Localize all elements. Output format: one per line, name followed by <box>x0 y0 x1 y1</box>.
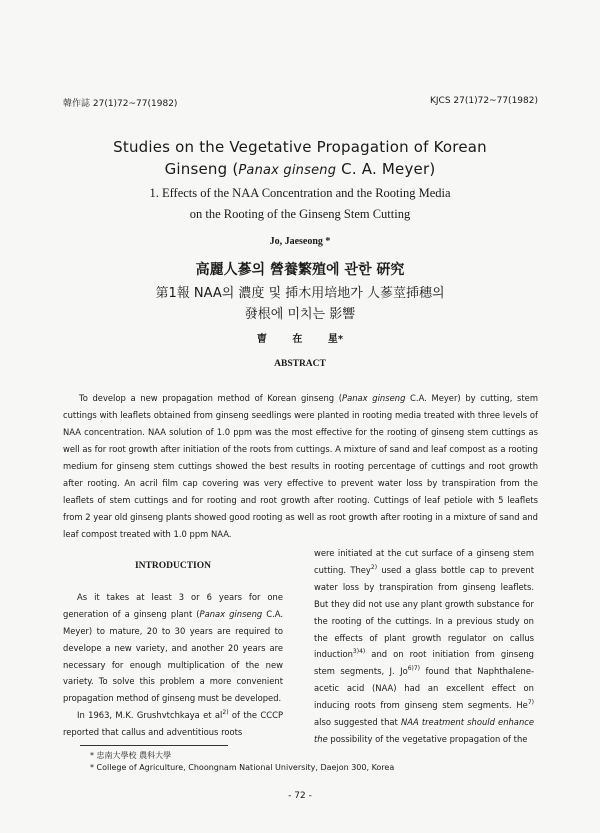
species-name: Panax ginseng <box>238 163 337 178</box>
page-number: - 72 - <box>288 791 312 801</box>
korean-author-name: 曺 在 星* <box>256 334 344 345</box>
footnote-divider <box>80 745 228 746</box>
author-name: Jo, Jaeseong * <box>269 236 331 247</box>
intro-paragraph-2: In 1963, M.K. Grushvtchkaya et $al^{2)}$ of the CCCP reported that callus and adventitious roots <box>63 709 283 738</box>
footnote-korean: * 忠南大學校 農科大學 <box>90 751 172 760</box>
abstract-heading: ABSTRACT <box>274 359 326 369</box>
korean-title-line3: 發根에 미치는 影響 <box>244 307 356 322</box>
paper-title-line1: Studies on the Vegetative Propagation of Korean <box>113 138 487 156</box>
journal-header-left: 韓作誌 27(1)72~77(1982) <box>63 99 178 109</box>
paper-subtitle-line1: 1. Effects of the NAA Concentration and the Rooting Media <box>149 186 451 200</box>
abstract-text: To develop a new propagation method of Korean ginseng (Panax ginseng C.A. Meyer) by cutting, stem cuttings with leaflets obtained from ginseng seedlings were planted in rooting media treated with three levels of NAA concentration. NAA solution of 1.0 ppm was the most effective for the rooting of ginseng stem cuttings as well as for root growth after initiation of the roots from cuttings. A mixture of sand and leaf compost as a rooting medium for ginseng stem cuttings showed the best results in rooting percentage of cuttings and root growth after rooting. An acril film cap covering was very effective to prevent water loss by transpiration from the leaflets of stem cuttings and for rooting and root growth after rooting. Cuttings of leaf petiole with 5 leaflets from 2 year old ginseng plants showed good rooting as well as root growth after rooting in a mixture of sand and leaf compost treated with 1.0 ppm NAA. <box>63 393 538 539</box>
korean-title-line2: 第1報 NAA의 濃度 및 揷木用培地가 人蔘莖揷穗의 <box>155 286 445 301</box>
introduction-heading: INTRODUCTION <box>134 561 211 571</box>
left-column <box>63 546 283 741</box>
journal-header-right: KJCS 27(1)72~77(1982) <box>430 96 538 106</box>
right-column <box>314 545 534 748</box>
paper-title-line2: Ginseng (Panax ginseng C. A. Meyer) <box>164 160 436 178</box>
intro-paragraph-continued: were initiated at the cut surface of a ginseng stem cutting. They$^{2)}$ used a glass bottle cap to prevent water loss by transpiration from ginseng leaflets. But they did not use any plant growth substance for the rooting of the cuttings. In a previous study on the effects of plant growth regulator on callus induction$^{3)4)}$ and on root initiation from ginseng stem segments, J. $Jo^{6)7)}$ found that Naphthalene-acetic acid (NAA) had an excellent effect on inducing roots from ginseng stem segments. He$^{7)}$ also suggested that NAA treatment should enhance the possibility of the vegetative propagation of the <box>314 548 535 744</box>
paper-subtitle-line2: on the Rooting of the Ginseng Stem Cutting <box>189 207 411 221</box>
intro-paragraph-1: As it takes at least 3 or 6 years for one generation of a ginseng plant (Panax ginseng C.A. Meyer) to mature, 20 to 30 years are required to develope a new variety, and another 20 years are necessary for enough multiplication of the new variety. To solve this problem a more convenient propagation method of ginseng must be developed. <box>63 591 283 704</box>
footnote-affiliation: * College of Agriculture, Choongnam National University, Daejon 300, Korea <box>90 763 395 772</box>
korean-title-line1: 高麗人蔘의 營養繁殖에 관한 硏究 <box>195 262 405 278</box>
